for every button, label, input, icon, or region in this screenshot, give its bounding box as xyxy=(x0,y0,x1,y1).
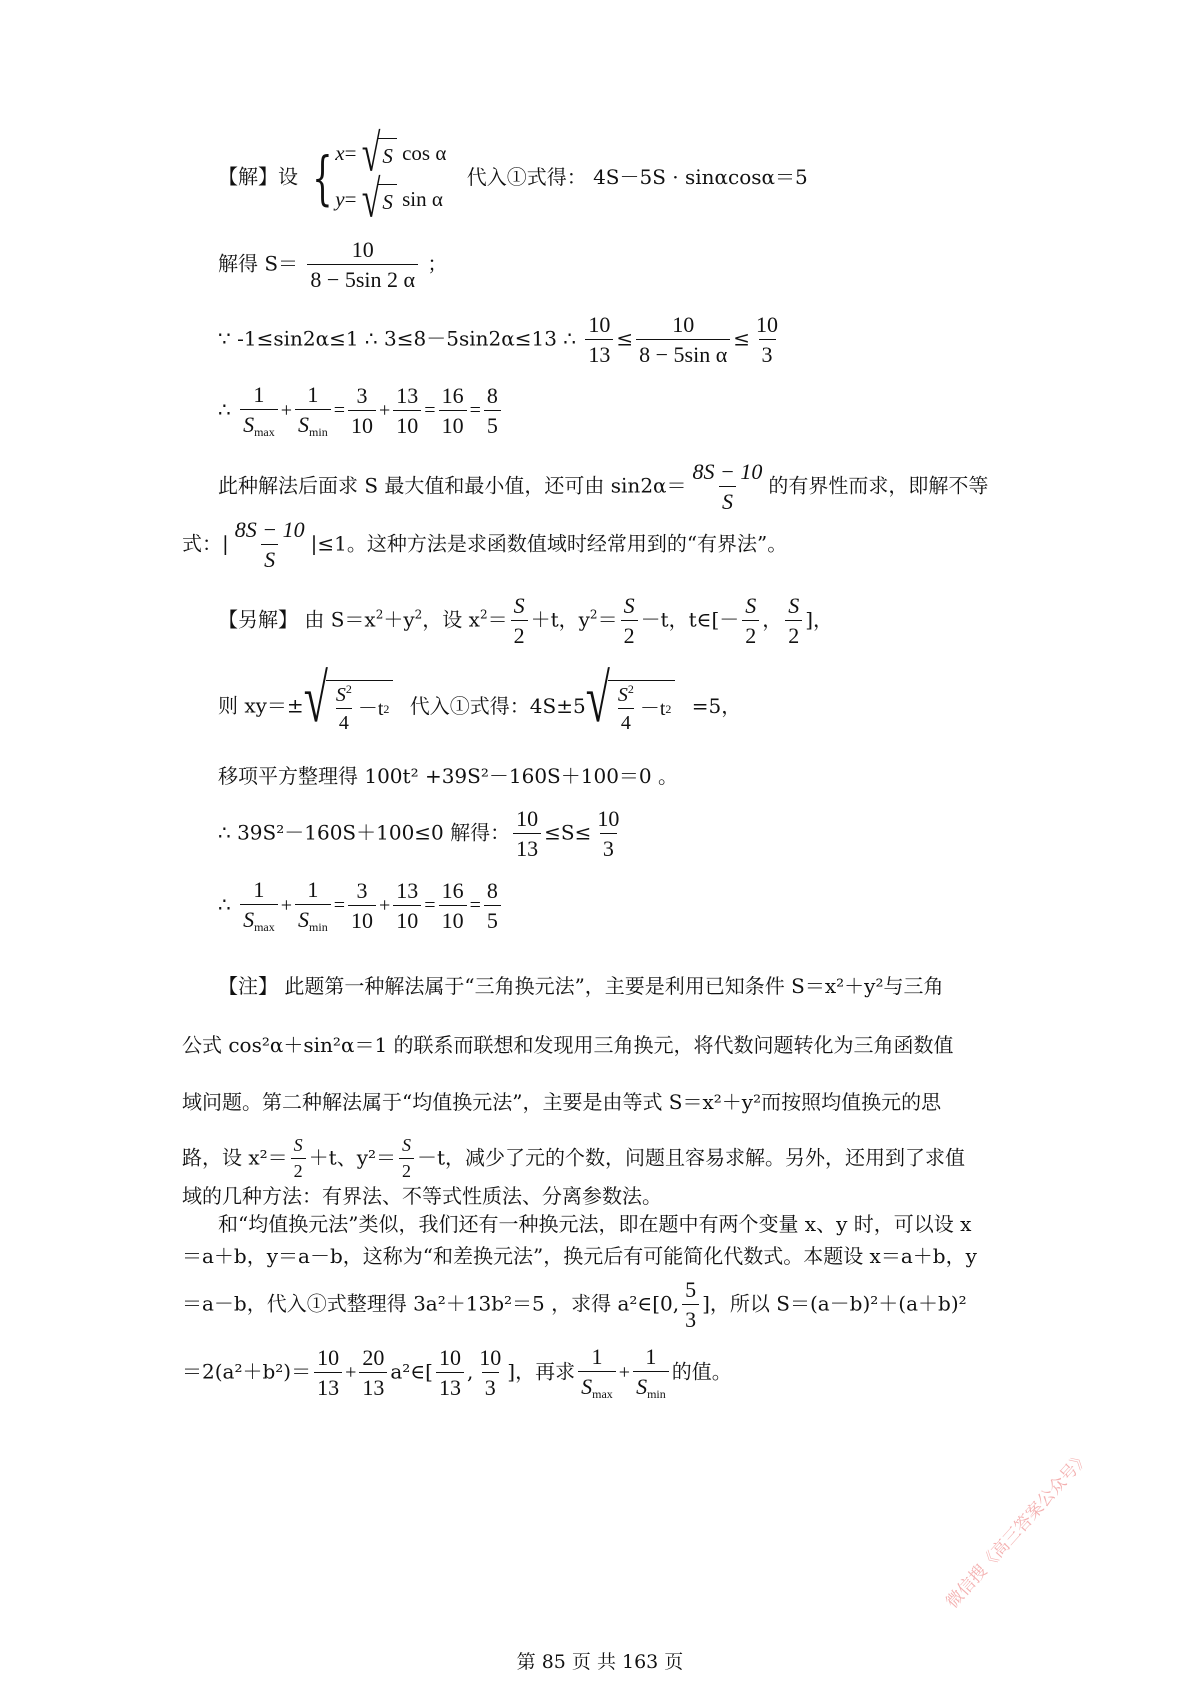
page-footer: 第 85 页 共 163 页 xyxy=(516,1651,684,1673)
method-line-2: ＝a＋b，y＝a－b，这称为“和差换元法”，换元后有可能简化代数式。本题设 x＝a＋b，y xyxy=(182,1244,977,1268)
method-line-1: 和“均值换元法”类似，我们还有一种换元法，即在题中有两个变量 x、y 时，可以设 x xyxy=(218,1212,972,1236)
solution-tag: 【解】设 xyxy=(218,164,298,189)
remark-line-2: 式：| $\frac{8S - 10}{S}$ |≤1。这种方法是求函数值域时经常用到的“有界法”。 xyxy=(182,517,788,573)
radical-2: √ $\frac{S^2}{4}$ －t 2 xyxy=(586,680,676,734)
method-line-4: ＝2(a²＋b²)＝ $\frac{10}{13}$ + $\frac{20}{13}$ a²∈[ $\frac{10}{13}$ , $\frac{10}{3}$ ]，再求 $\frac{1}{S_{max}}$ + $\frac{1}{S_{min}}$ 的值。 xyxy=(182,1344,732,1402)
note-line-3: 域问题。第二种解法属于“均值换元法”，主要是由等式 S＝x²＋y²而按照均值换元的思 xyxy=(182,1090,942,1114)
substitution-text: 代入①式得： 4S－5S · sinαcosα＝5 xyxy=(466,164,808,189)
solution-line-1 xyxy=(218,125,808,229)
note-line-4: 路，设 x²＝ $\frac{S}{2}$ ＋t、y²＝ $\frac{S}{2}$ －t，减少了元的个数，问题且容易求解。另外，还用到了求值 xyxy=(182,1135,966,1181)
method-line-3: ＝a－b，代入①式整理得 3a²＋13b²＝5 ，求得 a²∈[0, $\frac{5}{3}$ ]，所以 S＝(a－b)²＋(a＋b)² xyxy=(182,1277,967,1333)
alt-solution-line-5: ∴ $\frac{1}{S_{max}}$ + $\frac{1}{S_{min}}$ = $\frac{3}{10}$ + $\frac{13}{10}$ = $\frac{16}{10}$ = $\frac{8}{5}$ xyxy=(218,878,504,934)
alt-solution-line-3: 移项平方整理得 100t² +39S²－160S＋100＝0 。 xyxy=(218,764,678,788)
radical-1: √ $\frac{S^2}{4}$ －t 2 xyxy=(304,680,394,734)
left-brace-icon: { xyxy=(312,144,333,212)
fraction-s: $\frac{10}{8 - 5\sin 2 \alpha}$ xyxy=(307,238,418,292)
alt-solution-line-1: 【另解】 由 $S=x^2+y^2$，设 $x^2=$ $\frac{S}{2}$ ＋t，$y^2=$ $\frac{S}{2}$ －t，t∈[－ $\frac{S}{2}$ ， $\frac{S}{2}$ ]， xyxy=(218,593,834,649)
solution-line-4: ∴ $\frac{1}{S_{max}}$ + $\frac{1}{S_{min}}$ = $\frac{3}{10}$ + $\frac{13}{10}$ = $\frac{16}{10}$ = $\frac{8}{5}$ xyxy=(218,383,504,439)
remark-line-1: 此种解法后面求 S 最大值和最小值，还可由 sin2α＝ $\frac{8S - 10}{S}$ 的有界性而求，即解不等 xyxy=(218,459,989,515)
alt-solution-line-2: 则 xy＝± √ $\frac{S^2}{4}$ －t 2 代入①式得：4S±5 √ $\frac{S^2}{4}$ －t 2 =5， xyxy=(218,660,742,737)
note-line-1: 【注】 此题第一种解法属于“三角换元法”，主要是利用已知条件 S＝x²＋y²与三角 xyxy=(218,974,944,998)
note-line-5: 域的几种方法：有界法、不等式性质法、分离参数法。 xyxy=(182,1184,662,1208)
alt-solution-line-4: ∴ 39S²－160S＋100≤0 解得： $\frac{10}{13}$ ≤S≤ $\frac{10}{3}$ xyxy=(218,806,620,862)
solution-line-3: ∵ -1≤sin2α≤1 ∴ 3≤8－5sin2α≤13 ∴ $\frac{10}{13}$ ≤ $\frac{10}{\text{8 − 5sin α}}$ ≤ $\frac{10}{3}$ xyxy=(218,312,779,368)
equation-system: { x= √ S cos α y= √ S sin α xyxy=(312,125,447,229)
solution-line-2: 解得 S＝ $\frac{10}{8 - 5\sin 2 \alpha}$ ； xyxy=(218,237,448,293)
note-line-2: 公式 cos²α＋sin²α＝1 的联系而联想和发现用三角换元，将代数问题转化为三角函数值 xyxy=(182,1033,954,1057)
watermark: 微信搜《高三答案公众号》 xyxy=(942,1447,1094,1613)
